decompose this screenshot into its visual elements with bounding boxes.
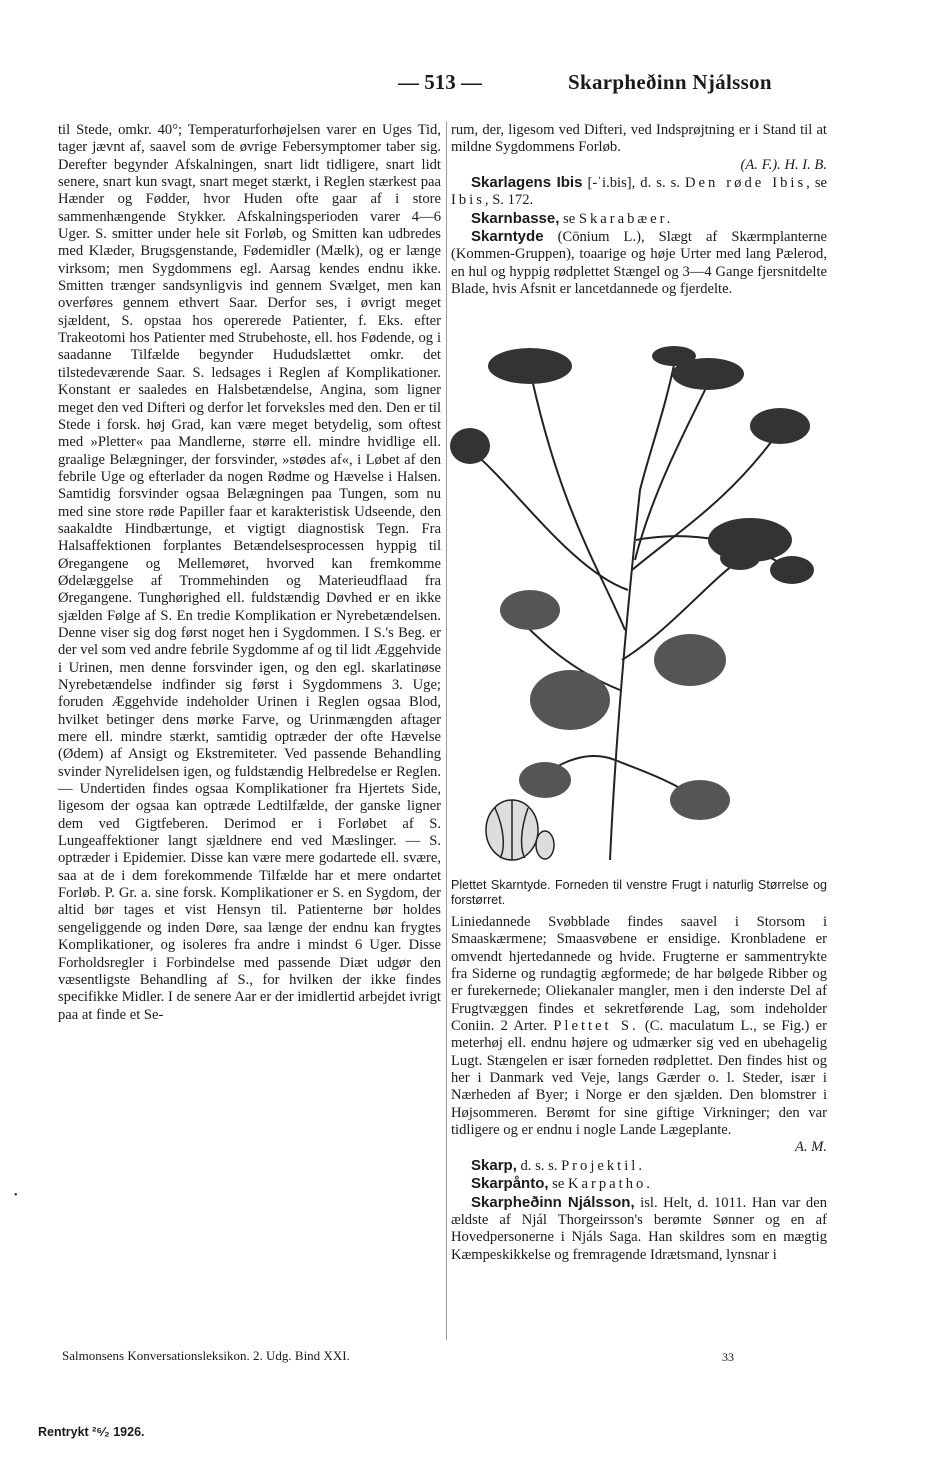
headword: Skarnbasse, (471, 209, 560, 227)
headword: Skarntyde (471, 228, 544, 246)
entry-text: (C. maculatum L., se Fig.) er meterhøj ell. endnu højere og udmærker sig ved en ubehagelig Lugt. Stængelen er især forneden rødplettet. Den findes hist og her i Danmark ved Veje, langs Gærder o. l. Steder, især i Nærheden af Byer; i Norge er den sjælden. Den blomstrer i Højsommeren. Berømt for sine giftige Virkninger; den var tidligere og er endnu i nogle Lande Lægeplante. (451, 1018, 828, 1139)
right-column-top (451, 122, 827, 298)
right-column-lower (451, 914, 827, 1264)
headword: Skarpånto, (471, 1175, 549, 1193)
author-signature: A. M. (794, 1139, 827, 1156)
headword: Skarpheðinn Njálsson, (471, 1193, 635, 1211)
entry-text: Liniedannede Svøbblade findes saavel i Storsom i Smaaskærmene; Smaasvøbene er ensidige. Kronbladene er omvendt hjertedannede og hvide. Frugterne er sammentrykte fra Siderne og rundagtig ægformede; de har bølgede Ribber og er furekernede; Oliekanaler mangler, men i den inderste Del af Frugtvæggen findes et sekretførende Lag, som indeholder Coniin. 2 Arter. (451, 914, 827, 1035)
entry-continuation: rum, der, ligesom ved Difteri, ved Indsprøjtning er i Stand til at mildne Sygdommens Forløb. (451, 122, 827, 156)
footer-source: Salmonsens Konversationsleksikon. 2. Udg. Bind XXI. (62, 1348, 350, 1363)
entry-skarpanto (451, 1175, 827, 1193)
left-column-text: til Stede, omkr. 40°; Temperaturforhøjelsen varer en Uges Tid, tager jævnt af, saavel som de øvrige Febersymptomer taber sig. Derefter begynder Afskalningen, snart lidt tidligere, snart lidt senere, snart kun svagt, snart meget stærkt, i Reglen stærkest paa Hænder og Fødder, hvor Huden ofte gaar af i store sammenhængende Stykker. Afskalningsperioden varer 4—6 Uger. S. smitter under hele sit Forløb, og Smitten kan udbredes med Klæder, Brugsgenstande, Fødemidler (Mælk), og er længe virksom; men Sygdommens egl. Aarsag kendes endnu ikke. Smitten trænger sandsynligvis ind gennem Svælget, men kan overføres gennem ethvert Saar. Derfor ses, i øvrigt meget sjældent, S. opstaa hos opererede Patienter, f. Eks. efter Trakeotomi hos Patienter med Strubehoste, ell. hos Fødende, og i saadanne Tilfælde begynder Hududslættet omkr. det tilstedeværende Saar. S. ledsages i Reglen af Komplikationer. Konstant er saaledes en Halsbetændelse, Angina, som ligner meget den ved Difteri og derfor let forveksles med den. Den er til Stede i forsk. høj Grad, kan være meget betydelig, som oftest med »Pletter« paa Mandlerne, større ell. mindre hvidlige ell. graalige Belægninger, der forsvinder, »stødes af«, i Løbet af den febrile Uge og efterlader da nogen Rødme og Hævelse i Halsen. Samtidig forsvinder ogsaa Belægningen paa Tungen, som nu med sine store røde Papiller faar et karakteristisk Udseende, den saakaldte Hindbærtunge, et vigtigt diagnostisk Tegn. Fra Halsaffektionen forplantes Betændelsesprocessen hyppig til Øregangene og Mellemøret, hvorved kan fremkomme Ødelæggelse af Trommehinden og Materieudflaad fra Øregangene. Tunghørighed ell. fuldstændig Døvhed er en ikke sjælden Følge af S. En tredie Komplikation er Nyrebetændelsen. Denne viser sig dog først noget hen i Sygdommen. I S.'s Beg. er der vel som ved andre febrile Sygdomme af og til lidt Æggehvide i Urinen, men denne forsvinder igen, og den egl. skarlatinøse Nyrebetændelse indfinder sig først i Sygdommens 3. Uge; foruden Æggehvide indeholder Urinen i Reglen ogsaa Blod, hvilket betinger dens mørke Farve, og Urinmængden aftager mere ell. mindre stærkt, samtidig optræder der ofte Hævelse (Ødem) af Ansigt og Ekstremiteter. Ved passende Behandling svinder Nyrelidelsen igen, og fuldstændig Helbredelse er Reglen. — Undertiden findes ogsaa Komplikationer fra Hjertets Side, ligesom der ogsaa kan optræde Ledtilfælde, der ganske ligner dem ved Gigtfeberen. Derimod er i Forløbet af S. Lungeaffektioner langt sjældnere end ved Mæslinger. — S. optræder i Epidemier. Disse kan være mere godartede ell. svære, saa at de i dem forekommende Tilfælde har et mere ondartet Forløb. P. Gr. a. sine forsk. Komplikationer er S. en Sygdom, der altid bør tages et vist Hensyn til. Patienterne bør holdes sengeliggende og inden Døre, saa længe der endnu kan frygtes Komplikationer, og isoleres fra andre i mindst 6 Uger. Disse Forholdsregler i Forbindelse med passende Diæt udgør den væsentligste Behandling af S., for hvilken der ikke findes specifikke Midler. I de senere Aar er der imidlertid arbejdet ivrigt paa at finde et Se- (58, 122, 441, 1023)
entry-continuation (451, 914, 827, 1139)
hemlock-plant-illustration (450, 330, 828, 875)
species-name: Plettet S. (553, 1018, 639, 1035)
cross-reference: Ibis (451, 192, 485, 209)
cross-reference: Projektil. (561, 1157, 645, 1174)
margin-dot: • (14, 1190, 18, 1201)
entry-skarntyde (451, 228, 827, 298)
headword: Skarlagens Ibis (471, 174, 583, 192)
entry-text: se (559, 210, 579, 227)
entry-skarlagens-ibis (451, 174, 827, 210)
entry-text: , se (806, 175, 827, 192)
entry-text: d. s. s. (516, 1157, 562, 1174)
running-title: Skarpheðinn Njálsson (568, 70, 772, 94)
reprint-note: Rentrykt ²⁶⁄₂ 1926. (38, 1425, 145, 1439)
cross-reference: Den røde Ibis (684, 175, 807, 192)
left-column (58, 122, 441, 1024)
entry-skarphedinn (451, 1194, 827, 1264)
entry-text: [-ˈi.bis], d. s. s. (582, 175, 685, 192)
author-signature: (A. F.). H. I. B. (740, 156, 827, 173)
figure-caption: Plettet Skarntyde. Forneden til venstre Frugt i naturlig Størrelse og forstørret. (451, 878, 827, 907)
entry-text: isl. Helt, d. 1011. Han var den ældste af Njál Thorgeirsson's berømte Sønner og en af Hovedpersonerne i Njáls Saga. Han skildres som en mægtig Kæmpeskikkelse og fremragende Idrætsmand, lynsnar i (451, 1194, 827, 1263)
cross-reference: Karpatho. (568, 1176, 653, 1193)
footer-signature-number: 33 (722, 1350, 734, 1364)
entry-text: , S. 172. (484, 192, 534, 209)
entry-text: se (548, 1176, 568, 1193)
column-divider (446, 122, 447, 1340)
page-number: — 513 — (398, 70, 482, 94)
entry-skarnbasse (451, 210, 827, 228)
entry-text: (Cōnium L.), Slægt af Skærmplanterne (Kommen-Gruppen), toaarige og høje Urter med lang Pælerod, en hul og hyppig rødplettet Stængel og 3—4 Gange fjersnitdelte Blade, hvis Afsnit er lancetdannede og fjerdelte. (451, 229, 827, 298)
cross-reference: Skarabæer. (578, 210, 674, 227)
entry-skarp (451, 1157, 827, 1175)
headword: Skarp, (471, 1156, 517, 1174)
